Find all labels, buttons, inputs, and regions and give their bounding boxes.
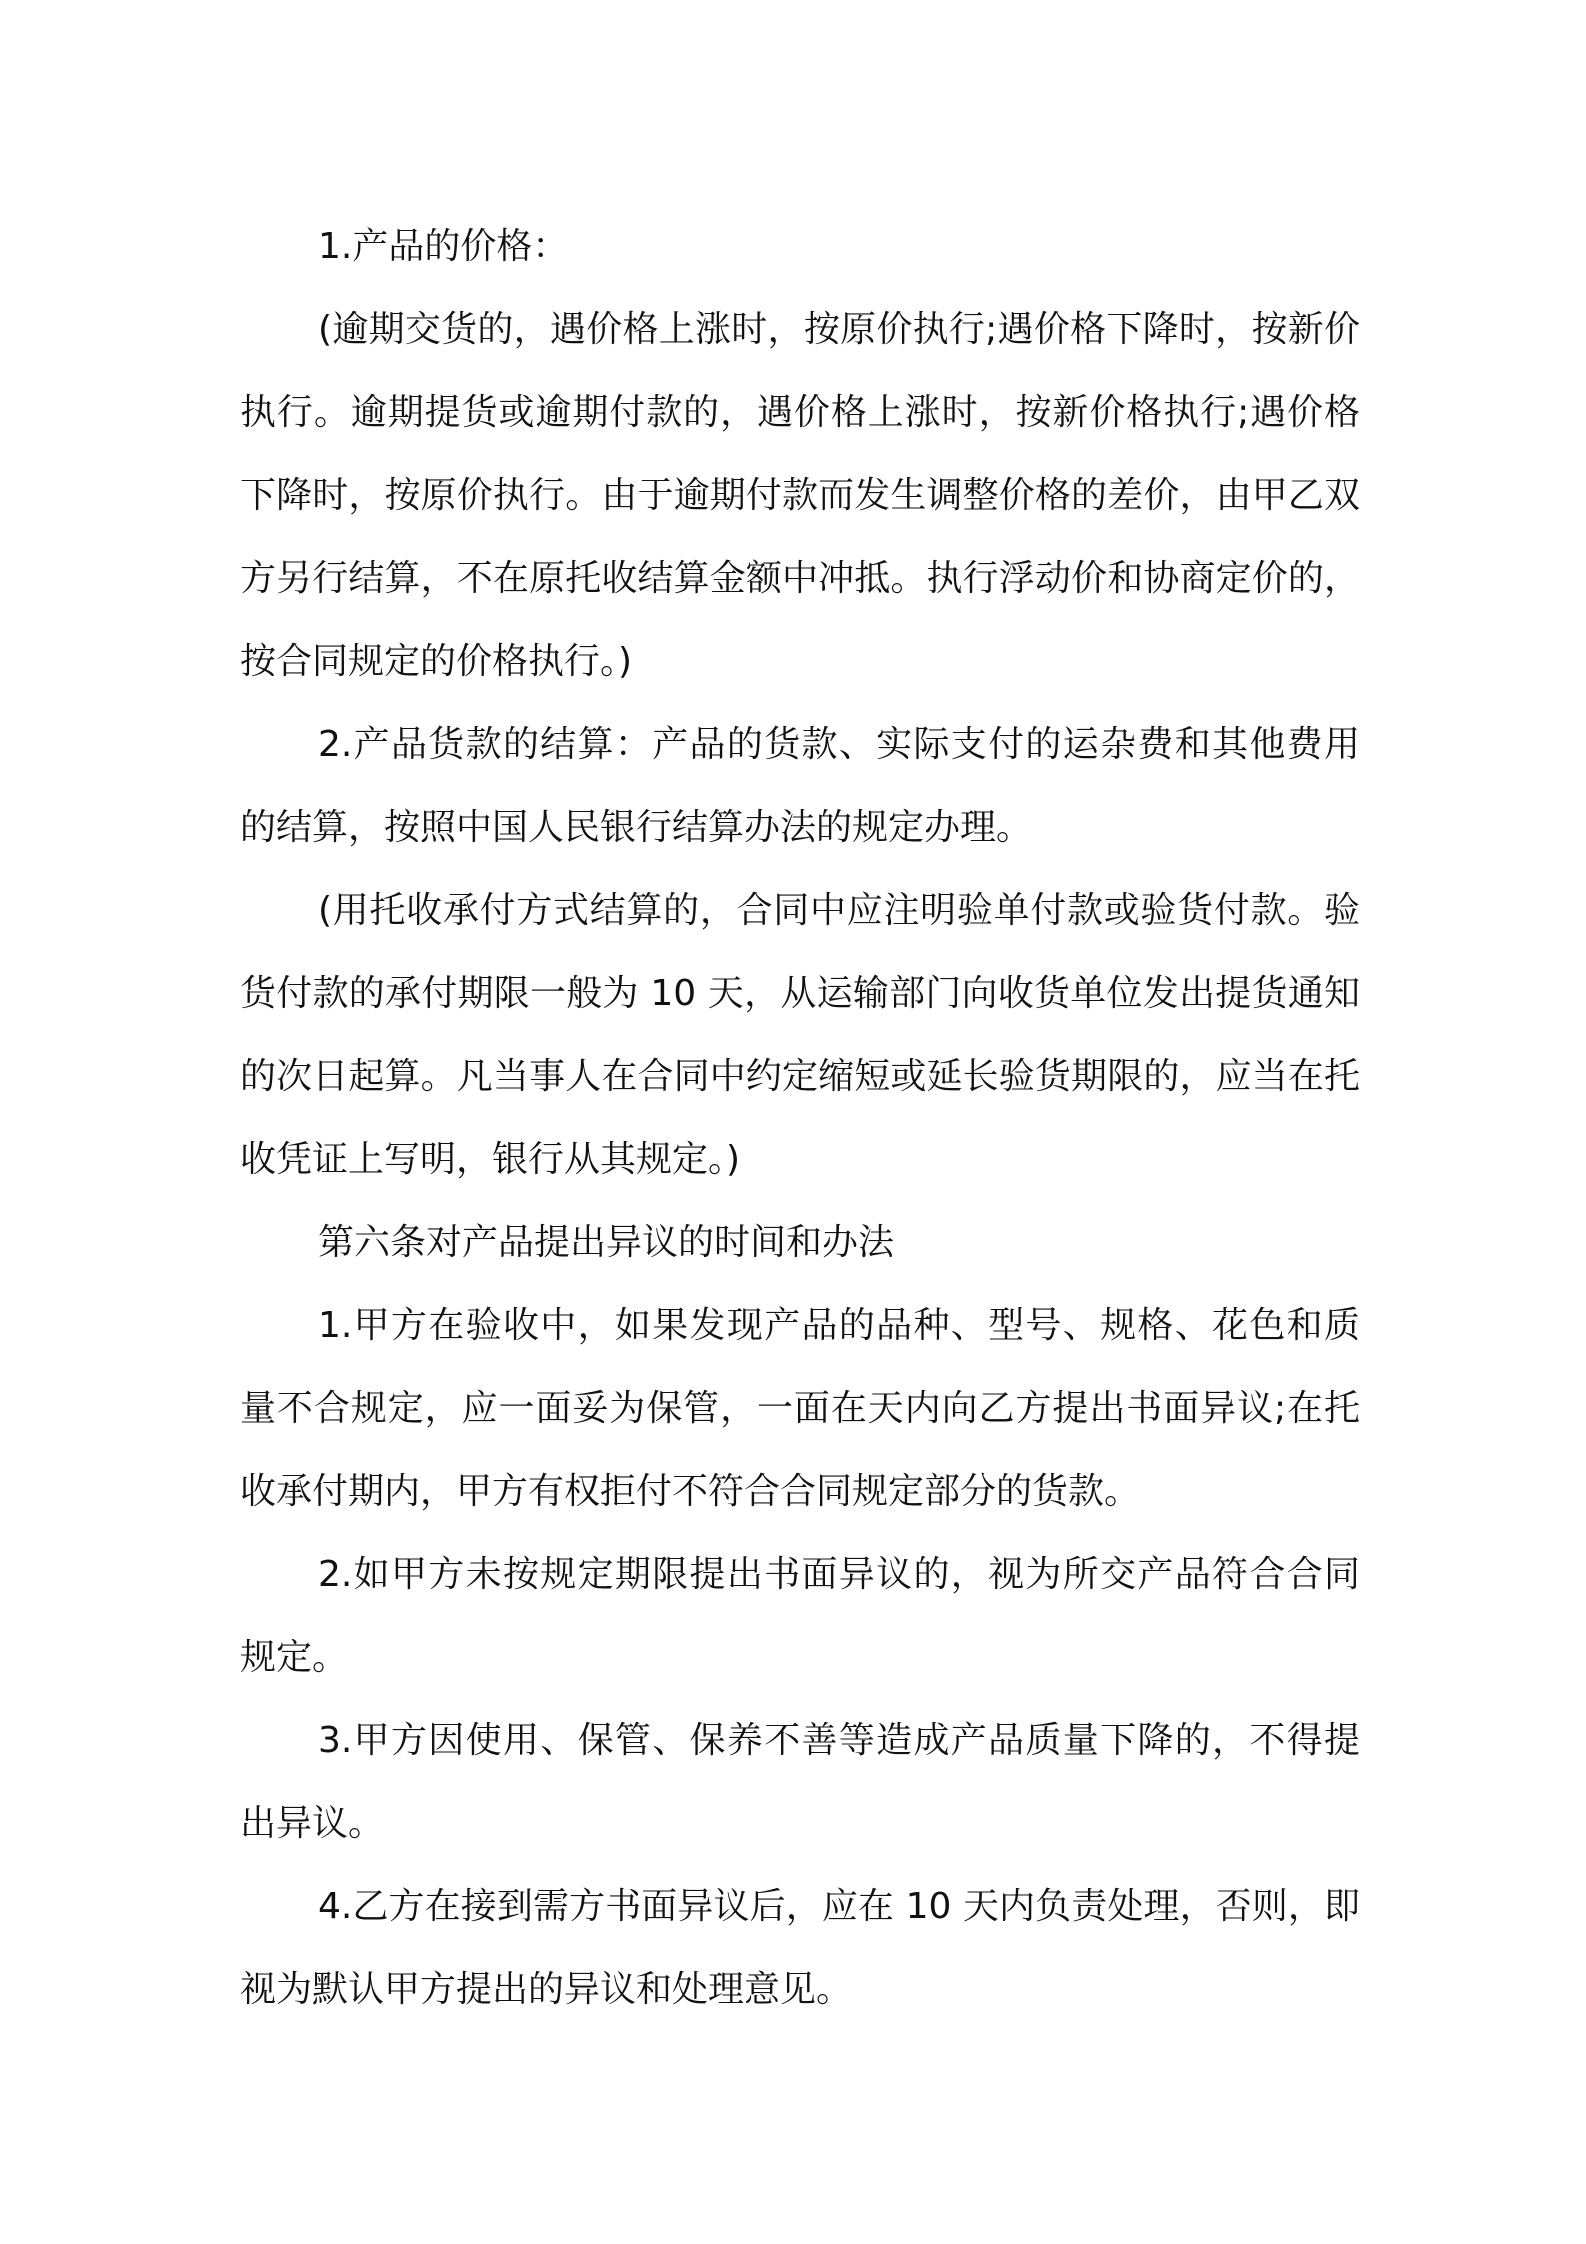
paragraph-objection-2: 2.如甲方未按规定期限提出书面异议的，视为所交产品符合合同规定。 xyxy=(240,1554,1360,1678)
paragraph-objection-1: 1.甲方在验收中，如果发现产品的品种、型号、规格、花色和质量不合规定，应一面妥为保管，一面在天内向乙方提出书面异议;在托收承付期内，甲方有权拒付不符合合同规定部分的货款。 xyxy=(240,1305,1360,1512)
paragraph-objection-4: 4.乙方在接到需方书面异议后，应在 10 天内负责处理，否则，即视为默认甲方提出的异议和处理意见。 xyxy=(240,1886,1360,2010)
paragraph-settlement-note: (用托收承付方式结算的，合同中应注明验单付款或验货付款。验货付款的承付期限一般为 10 天，从运输部门向收货单位发出提货通知的次日起算。凡当事人在合同中约定缩短或延长验货期限的，应当在托收凭证上写明，银行从其规定。) xyxy=(240,890,1360,1180)
paragraph-price-heading: 1.产品的价格： xyxy=(318,226,569,267)
paragraph-settlement: 2.产品货款的结算：产品的货款、实际支付的运杂费和其他费用的结算，按照中国人民银行结算办法的规定办理。 xyxy=(240,724,1360,848)
paragraph-objection-3: 3.甲方因使用、保管、保养不善等造成产品质量下降的，不得提出异议。 xyxy=(240,1720,1360,1844)
document-page xyxy=(240,205,1360,2031)
paragraph-price-note: (逾期交货的，遇价格上涨时，按原价执行;遇价格下降时，按新价执行。逾期提货或逾期付款的，遇价格上涨时，按新价格执行;遇价格下降时，按原价执行。由于逾期付款而发生调整价格的差价，由甲乙双方另行结算，不在原托收结算金额中冲抵。执行浮动价和协商定价的，按合同规定的价格执行。) xyxy=(240,309,1360,682)
section-heading-article-6: 第六条对产品提出异议的时间和办法 xyxy=(318,1222,895,1263)
